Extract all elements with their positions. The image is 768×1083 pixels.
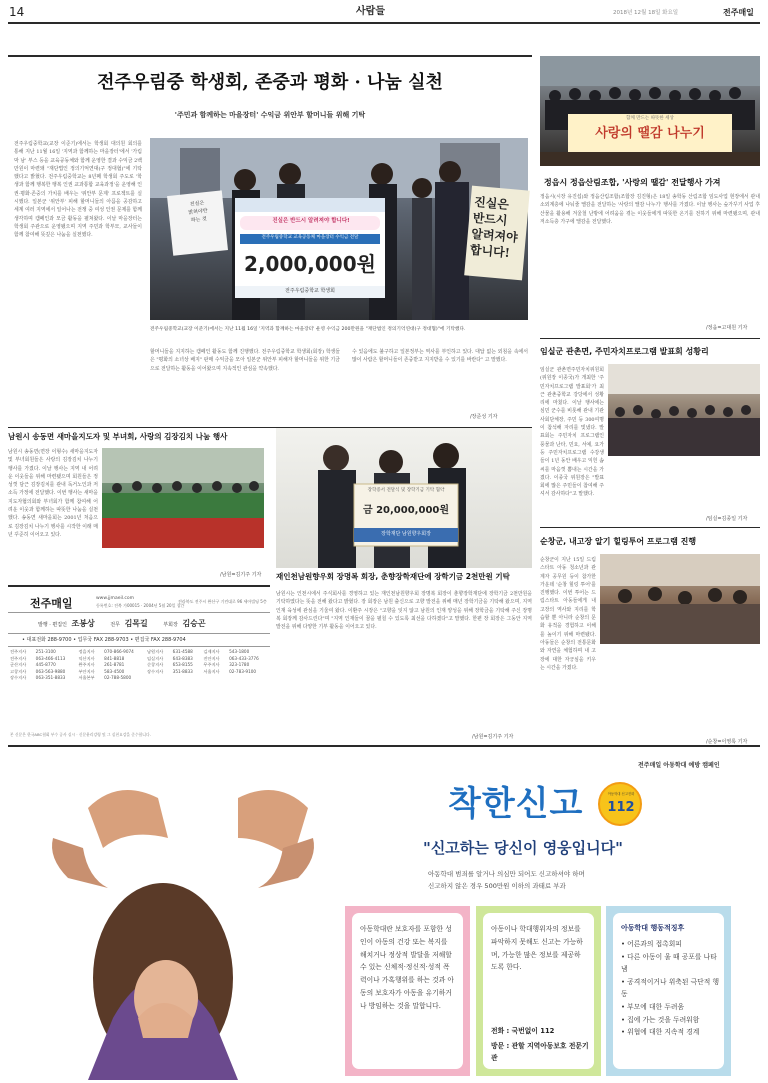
box-signs-list [621,938,721,1039]
board-right-text: 진실은 반드시 알려져야 합니다! [469,194,519,261]
paper-name: 전주매일 [723,8,754,17]
scholarship-byline: /남원=김기주 기자 [472,734,514,740]
branch-row [8,662,270,669]
branch-cell: 643-8383 [172,655,193,661]
branch-cell: 진안지사 [203,655,220,661]
board-left-text: 진실은 밝혀야만 하는 것 [188,200,208,224]
board-amount: 2,000,000원 [244,252,376,276]
scholarship-headline: 재인천남원향우회 장명복 회장, 춘향장학재단에 장학기금 2천만원 기탁 [276,572,510,581]
box-report-phone: 전화 : 국번없이 112 [491,1027,555,1035]
ad-desc-line1: 아동학대 범죄를 알거나 의심만 되어도 신고하셔야 하며 [428,870,585,878]
branch-cell: 02-783-9100 [229,668,257,674]
jeongeup-headline: 정읍시 정읍산림조합, '사랑의 땔감' 전달행사 가져 [544,178,721,187]
branch-cell [145,675,171,682]
branch-cell [201,675,227,682]
branch-cell: 고창지사 [10,668,27,674]
masthead-address: 전라북도 전주시 완산구 기린대로 96 세아빌딩 5층 [178,599,267,604]
main-body-col3: 할머니들을 지지하는 캠페인 활동도 함께 진행했다. 전주우림중학교 학생회(회장) 학생들은 "평화의 소녀상 배지" 판매 수익금을 모아 일본군 위안부 피해자 할머니들을 위한 기금으로 전달하는 활동을 이어왔으며 지속적인 관심을 약속했다. [150,349,340,372]
ad-box-signs [606,906,731,1076]
branch-cell: 전주지사 [10,649,27,654]
scholarship-photo [276,428,532,568]
branch-cell: 070-866-9074 [104,649,134,654]
branch-cell: 543-1800 [229,649,250,654]
publisher-label: 발행 · 편집인 [38,622,67,628]
branch-cell: 063-351-8833 [35,675,66,681]
director-label: 전무 [110,622,120,628]
main-subheadline: '주민과 함께하는 마을장터' 수익금 위안부 할머니들 위해 기탁 [174,111,366,119]
scholar-board-bottom: 장학재단 남원향우회장 [381,531,431,537]
box-report-visit: 방문 : 관할 지역아동보호 전문기관 [491,1042,589,1062]
director-name: 김목길 [124,619,148,628]
branch-cell: 정읍지사 [78,649,95,654]
branch-cell: 장수지사 [10,675,27,681]
branch-cell: 김제지사 [203,649,220,654]
publisher-name: 조봉상 [71,619,95,628]
sign-item: • 다른 아동이 울 때 공포를 나타냄 [621,952,717,974]
scholarship-body: 남원시는 인천시에서 주식회사를 경영하고 있는 재인천남원향우회 장명복 회장이 춘향장학재단에 장학기금 2천만원을 기탁하였다는 뜻을 전해 왔다고 밝혔다. 장 회장은 남원 출신으로 고향 발전을 위해 매년 장학기금을 기탁해 왔으며, 지역 인재 육성에 관심을 기울여 왔다. 이환주 시장은 "고향을 잊지 않고 남원의 인재 양성을 위해 장학금을 기탁해 주신 장명복 회장께 감사드린다"며 "지역 인재들이 꿈을 펼칠 수 있도록 최선을 다하겠다"고 말했다. 한편 장 회장은 그동안 지역 발전을 위해 다양한 기부 활동을 이어오고 있다. [276,591,532,631]
branch-cell: 서울본부 [78,675,95,681]
main-body-col4: 수 있음에도 불구하고 일본정부는 역사를 부인하고 있다. 대답 없는 외침을 속에서 많이 사람은 할머니들이 존중받고 지지받을 수 있기를 바란다" 고 말했다. [352,349,528,364]
masthead-box [8,592,270,740]
badge-top: 아동학대 신고전화 [607,792,635,796]
jeongeup-banner-top: 함께 만드는 따뜻한 세상 [626,116,674,121]
main-body-col1: 전주우림중학교(교장 이준기)에서는 학생회 대의원 회의를 통해 지난 11월 16일 '지역과 함께하는 마을장터'에서 '가림막 남' 부스 등을 교육공동체와 함께 운영한 결과 수익금 2백만원이 마련돼 "재단법인 정의기억연대(구 정대협)"에 기탁했다고 밝혔다. 전주우림중학교는 8년째 학생회 주도로 '학생과 함께 행복한 행복 인권 교과통합 교육과정'을 운영해 인권·평화·존중의 가치를 배우는 '위안부 문제' 프로젝트를 실시했다. 일본군 '위안부' 피해 할머니들의 아픔을 공감하고 세계 여러 지역에서 일어나는 전쟁 중 여성 인권 문제를 함께 생각하며 캠페인과 모금 활동을 펼쳐왔다. 이날 마을장터는 학생회 주관으로 운영됐으며 지역 주민과 학부모, 교사들이 함께 참여해 뜻깊은 나눔을 실천했다. [14,141,142,239]
branch-cell: 서울지사 [203,668,220,674]
branch-cell [171,675,202,682]
branch-cell: 323-1780 [229,662,250,668]
sunchang-body: 순창군이 지난 15일 드림스타트 아동 청소년과 관계자 공무원 등이 참가한 가운데 '순창 힐링 투어'를 진행했다. 이번 투어는 드림스타트 아동들에게 내 고장의 역사와 지리를 학습할 뿐 아니라 순창의 문화 유적을 경험하고 이해를 높이기 위해 마련됐다. 아동들은 순창의 전통문화와 자연을 체험하며 내 고장에 대한 자긍심을 키우는 시간을 가졌다. [540,557,596,671]
ad-slogan: "신고하는 당신이 영웅입니다" [423,839,623,857]
badge-112 [598,782,642,826]
jeongeup-body: 정읍시(시장 유진섭)와 정읍산림조합(조합장 김진형)은 18일 송학동 산림조합 임도사업 현장에서 관내 소외계층에 나눠줄 땔감을 전달하는 '사랑의 땔감 나누기' 행사를 가졌다. 이날 행사는 숲가꾸기 사업 후 산물을 활용해 겨울철 난방에 어려움을 겪는 이웃들에게 따뜻한 온기를 전하기 위해 마련됐으며, 관내 저소득층 가구에 땔감을 전달했다. [540,194,760,225]
board-footer: 전주우림중학교 학생회 [285,288,335,294]
branch-cell: 임실지사 [147,655,164,661]
namwon-body: 남원시 송동면(면장 이형수) 새마을지도자 및 부녀회원들은 사랑의 김장김치 나누기 행사를 가졌다. 이날 행사는 지역 내 어려운 이웃들을 위해 마련됐으며 회원들은 정성껏 담근 김장김치를 관내 독거노인과 저소득 가정에 전달했다. 이번 행사는 새마을지도자협의회와 부녀회가 함께 참여해 어려운 이웃과 함께하는 따뜻한 나눔을 실천했다. 송동면 새마을회는 2001년 처음으로 김장김치 나누기 행사를 시작한 이래 매년 꾸준히 이어오고 있다. [8,449,98,538]
box-signs-title: 아동학대 행동적징후 [621,924,685,932]
ad-desc-line2: 신고하지 않은 경우 500만원 이하의 과태료 부과 [428,882,566,890]
jeongeup-byline: /정읍=고대원 기자 [706,325,748,331]
sunchang-headline: 순창군, 내고장 알기 힐링투어 프로그램 진행 [540,537,697,546]
masthead-url: www.jjmaeil.com [96,596,135,601]
branch-table [8,649,270,682]
branch-cell: 순창지사 [147,662,164,668]
branch-row [8,649,270,656]
sign-item: • 위협에 대한 지속적 경계 [621,1028,700,1037]
branch-row [8,675,270,682]
branch-cell: 351-8833 [172,668,193,674]
branch-cell: 445-8770 [35,662,56,668]
masthead-meta: 등록번호: 전북 가00015 · 2004년 5월 20일 창간 [96,603,185,608]
board-school: 전주우림중학교 교육공동체 마을장터 수익금 전달 [261,235,359,240]
imsil-byline: /임실=김종일 기자 [706,516,748,522]
issue-date: 2018년 12월 18일 화요일 [613,10,679,16]
imsil-body-top: 임실군 관촌면주민자치위원회(위원장 이종국)가 개최한 '주민자치프로그램 발표회'가 최근 관촌중학교 강당에서 성황리에 마쳤다. 이날 행사에는 심민 군수를 비롯해 관내 기관사회단체장, 주민 등 300여명이 참석해 자리를 빛냈다. 발표회는 주민자치 프로그램인 풍물과 난타, 민요, 서예, 요가 등 주민자치프로그램 수강생들이 1년 동안 배우고 익힌 솜씨를 마음껏 뽐내는 시간을 가졌다. 이종국 위원장은 "발표회에 많은 주민들이 참여해 주셔서 감사하다"고 말했다. [540,367,604,498]
main-headline: 전주우림중 학생회, 존중과 평화 · 나눔 실천 [97,72,443,93]
namwon-headline: 남원시 송동면 새마을지도자 및 부녀회, 사랑의 김장김치 나눔 행사 [8,432,228,441]
branch-cell: 631-4588 [172,649,193,654]
branch-cell: 군산지사 [10,662,27,668]
sign-item: • 집에 가는 것을 두려워함 [621,1015,700,1024]
branch-cell: 261-8781 [104,662,125,668]
sign-item: • 부모에 대한 두려움 [621,1002,685,1011]
branch-cell: 063-433-3776 [229,655,259,661]
page-number: 14 [9,5,25,19]
masthead-phones: • 대표전화 288-9700 • 업무국 FAX 288-9703 • 편집국 FAX 288-9704 [22,637,186,643]
branch-cell: 완주지사 [78,662,95,668]
branch-cell: 583-4500 [104,668,125,674]
ad-logo: 착한신고 [448,784,584,824]
scholar-board-amount: 금 20,000,000원 [362,505,450,516]
box-definition-text: 아동학대란 보호자를 포함한 성인이 아동의 건강 또는 복지를 해치거나 정상적 발달을 저해할 수 있는 신체적·정신적·성적 폭력이나 가혹행위를 하는 것과 아동의 보호자가 아동을 유기하거나 방임하는 것을 말합니다. [360,925,454,1010]
branch-cell: 251-3100 [35,649,56,654]
sunchang-byline: /순창=이영록 기자 [706,739,748,745]
namwon-photo [102,448,264,548]
branch-cell: 장수지사 [147,668,164,674]
branch-cell: 653-8155 [172,662,193,668]
box-report-text: 아동이나 학대행위자의 정보를 파악하지 못해도 신고는 가능하며, 가능한 많은 정보를 제공하도록 한다. [491,925,583,972]
ad-photo-girl [8,768,338,1080]
jeongeup-photo [540,56,760,166]
main-photo-caption: 전주우림중학교(교장 이준기)에서는 지난 11월 16일 '지역과 함께하는 마을장터' 운영 수익금 200만원을 "재단법인 정의기억연대(구 정대협)"에 기탁했다. [150,327,466,332]
branch-cell: 익산지사 [78,655,95,661]
branch-cell [227,675,270,682]
namwon-byline: /남원=김기주 기자 [220,572,262,578]
sign-item: • 공격적이거나 위축된 극단적 행동 [621,977,720,999]
masthead-name: 전주매일 [30,597,73,610]
scholar-board-top: 장학증서 전달식 및 장학기금 기탁 협약 [367,488,445,493]
deputy-label: 부회장 [163,622,178,628]
jeongeup-banner: 사랑의 땔감 나누기 [595,126,705,141]
branch-row [8,656,270,663]
branch-cell: 063-466-4113 [35,655,66,661]
imsil-headline: 임실군 관촌면, 주민자치프로그램 발표회 성황리 [540,347,709,356]
ad-box-definition [345,906,470,1076]
board-slogan: 진실은 반드시 알려져야 합니다! [272,218,350,224]
branch-cell: 063-563-9880 [35,668,66,674]
branch-cell: 841-8818 [104,655,125,661]
branch-cell: 전주지사 [10,655,27,661]
ad-box-report [476,906,601,1076]
main-byline: /장준성 기자 [470,414,498,420]
branch-row [8,669,270,676]
branch-cell: 무주지사 [203,662,220,668]
badge-number: 112 [607,800,635,815]
deputy-name: 김승곤 [182,619,206,628]
section-name: 사람들 [356,6,385,17]
sign-item: • 어른과의 접촉회피 [621,940,682,948]
ad-campaign-title: 전주매일 아동학대 예방 캠페인 [638,762,720,769]
main-photo [150,138,528,320]
branch-cell: 02-788-5800 [104,675,132,681]
sunchang-photo [600,554,760,644]
branch-cell: 부안지사 [78,668,95,674]
masthead-footnote: 본 신문은 한국ABC협회 부수 공사 실시 · 신문윤리강령 및 그 실천요강을 준수합니다. [10,732,151,737]
branch-cell: 남원지사 [147,649,164,654]
imsil-photo [608,364,760,456]
